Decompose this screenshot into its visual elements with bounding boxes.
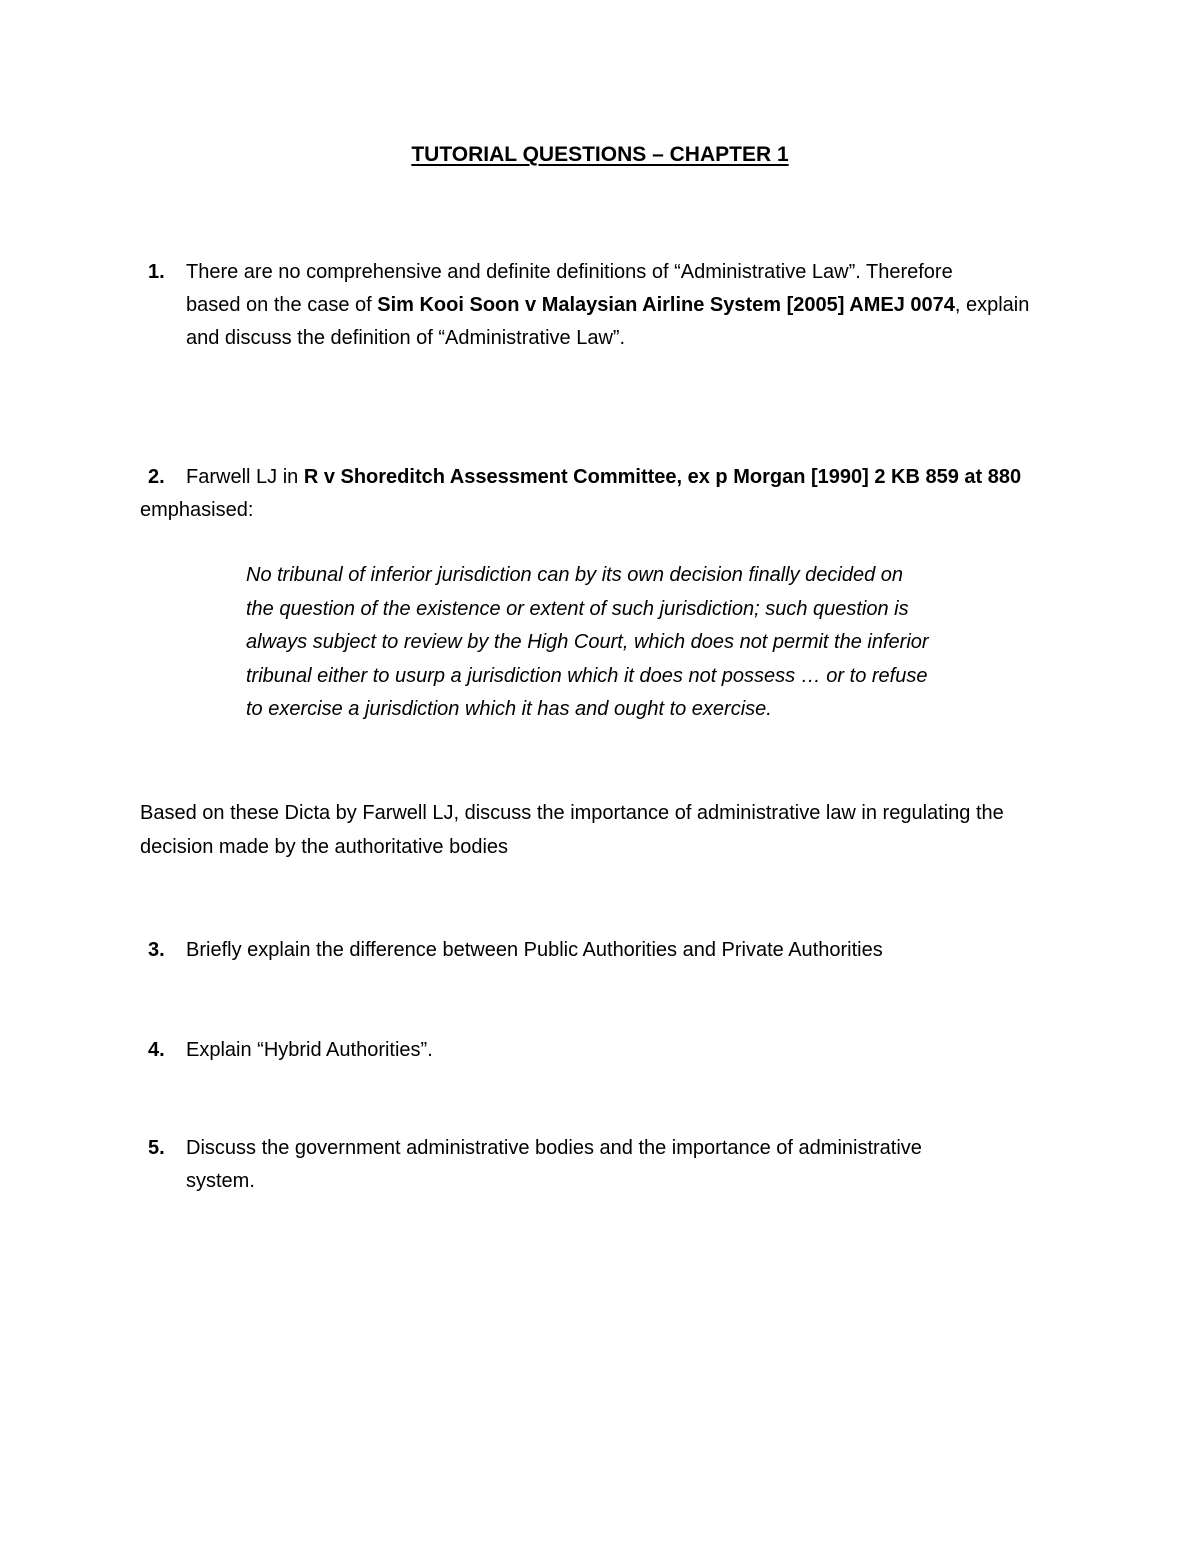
question-1-line-2-post: , explain bbox=[954, 294, 1030, 316]
question-2-pre: Farwell LJ in bbox=[186, 466, 304, 488]
question-3 bbox=[0, 934, 1200, 970]
question-5-line-1: Discuss the government administrative bodies and the importance of administrative bbox=[186, 1137, 922, 1159]
dicta-quote bbox=[246, 559, 996, 727]
question-3-text: Briefly explain the difference between Public Authorities and Private Authorities bbox=[186, 939, 883, 961]
page-title: TUTORIAL QUESTIONS – CHAPTER 1 bbox=[411, 143, 789, 166]
case-citation-sim-kooi-soon: Sim Kooi Soon v Malaysian Airline System [2005] AMEJ 0074 bbox=[377, 294, 955, 316]
dicta-quote-line: the question of the existence or extent of such jurisdiction; such question is bbox=[246, 597, 909, 620]
question-2-followup-line-1: Based on these Dicta by Farwell LJ, discuss the importance of administrative law in regulating the bbox=[140, 802, 1004, 824]
question-3-number: 3. bbox=[148, 939, 165, 961]
question-5-line-2: system. bbox=[186, 1170, 255, 1192]
question-2-line-2: emphasised: bbox=[140, 499, 254, 521]
question-1-line-3: and discuss the definition of “Administrative Law”. bbox=[186, 327, 626, 349]
dicta-quote-line: tribunal either to usurp a jurisdiction which it does not possess … or to refuse bbox=[246, 664, 928, 687]
case-citation-shoreditch: R v Shoreditch Assessment Committee, ex p Morgan [1990] 2 KB 859 at 880 bbox=[303, 466, 1022, 488]
question-2-number: 2. bbox=[148, 466, 165, 488]
dicta-quote-line: always subject to review by the High Court, which does not permit the inferior bbox=[246, 631, 929, 653]
dicta-quote-line: to exercise a jurisdiction which it has and ought to exercise. bbox=[246, 698, 772, 720]
question-4 bbox=[0, 1034, 1200, 1070]
question-2-followup-line-2: decision made by the authoritative bodies bbox=[140, 836, 509, 858]
dicta-quote-line: No tribunal of inferior jurisdiction can by its own decision finally decided on bbox=[246, 564, 904, 586]
question-2 bbox=[0, 461, 1200, 531]
question-1-line-1: There are no comprehensive and definite definitions of “Administrative Law”. Therefore bbox=[186, 261, 953, 283]
question-2-followup bbox=[140, 796, 1070, 864]
question-4-number: 4. bbox=[148, 1039, 165, 1061]
question-1-number: 1. bbox=[148, 261, 165, 283]
question-1 bbox=[0, 256, 1200, 366]
question-4-text: Explain “Hybrid Authorities”. bbox=[186, 1039, 433, 1061]
question-1-line-2-pre: based on the case of bbox=[186, 294, 378, 316]
question-5 bbox=[0, 1132, 1200, 1202]
question-1-line-2 bbox=[186, 289, 1066, 322]
question-5-number: 5. bbox=[148, 1137, 165, 1159]
question-2-line-1 bbox=[186, 461, 1086, 494]
